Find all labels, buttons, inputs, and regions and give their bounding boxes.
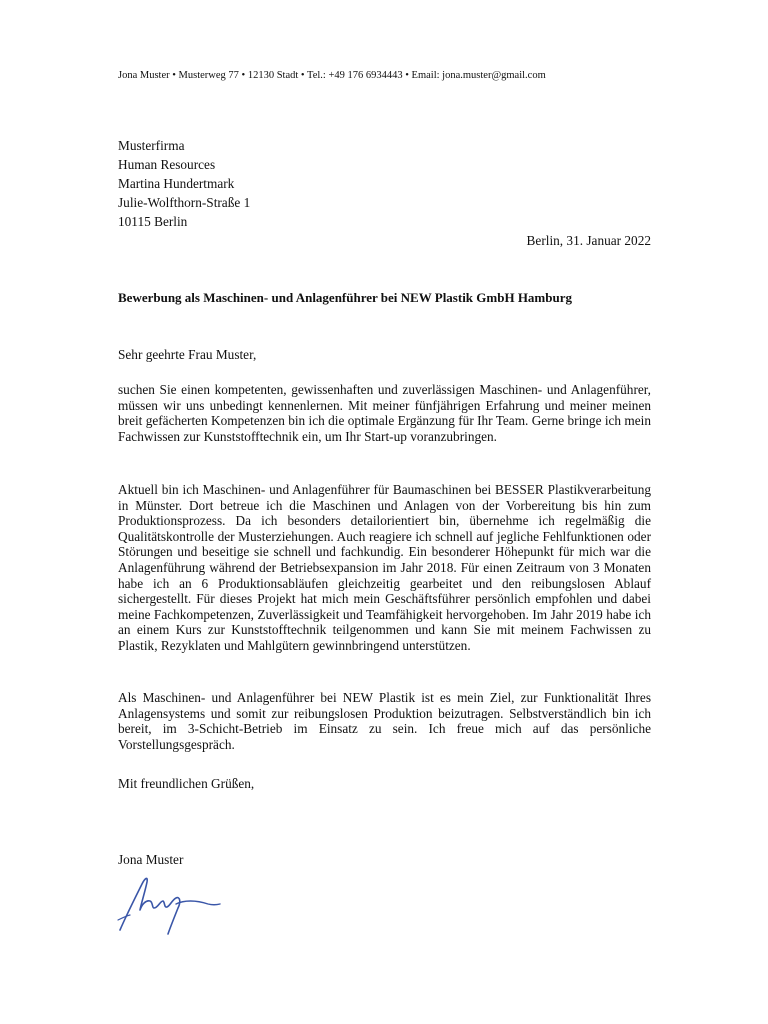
recipient-address-block — [118, 136, 418, 231]
closing-phrase: Mit freundlichen Grüßen, — [118, 776, 255, 791]
signature-stroke-main — [120, 878, 180, 934]
signature-stroke-tail — [176, 901, 220, 905]
body-paragraph-2: Aktuell bin ich Maschinen- und Anlagenführer für Baumaschinen bei BESSER Plastikverarbeitung in Münster. Dort betreue ich die Maschinen und Anlagen von der Vorbereitung bis hin zum Produktionsprozess. Da ich besonders detailorientiert bin, übernehme ich regelmäßig die Qualitätskontrolle der Musterziehungen. Auch reagiere ich schnell auf jegliche Fehlfunktionen oder Störungen und beseitige sie schnell und fachkundig. Ein besonderer Höhepunkt für mich war die Anlagenführung während der Betriebsexpansion im Jahr 2018. Für einen Zeitraum von 3 Monaten habe ich an 6 Produktionsabläufen gleichzeitig gearbeitet und den reibungslosen Ablauf sichergestellt. Für dieses Projekt hat mich mein Geschäftsführer persönlich empfohlen und dabei meine Fachkompetenzen, Zuverlässigkeit und Teamfähigkeit hervorgehoben. Im Jahr 2019 habe ich an einem Kurs zur Kunststofftechnik teilgenommen und kann Sie mit meinem Fachwissen zu Plastik, Rezyklaten und Mahlgütern gewinnbringend unterstützen. — [118, 482, 651, 653]
recipient-department: Human Resources — [118, 157, 216, 172]
recipient-city: 10115 Berlin — [118, 214, 188, 229]
body-paragraph-1: suchen Sie einen kompetenten, gewissenhaften und zuverlässigen Maschinen- und Anlagenführer, müssen wir uns unbedingt kennenlernen. Mit meiner fünfjährigen Erfahrung und meiner meinen breit gefächerten Kompetenzen bin ich die optimale Ergänzung für Ihr Team. Gerne bringe ich mein Fachwissen zur Kunststofftechnik ein, um Ihr Start-up voranzubringen. — [118, 382, 651, 444]
signer-name: Jona Muster — [118, 852, 184, 867]
salutation: Sehr geehrte Frau Muster, — [118, 347, 257, 362]
sender-address-line: Jona Muster • Musterweg 77 • 12130 Stadt • Tel.: +49 176 6934443 • Email: jona.muster@gmail.com — [118, 70, 546, 81]
subject-line: Bewerbung als Maschinen- und Anlagenführer bei NEW Plastik GmbH Hamburg — [118, 290, 572, 305]
letter-date: Berlin, 31. Januar 2022 — [526, 233, 651, 248]
recipient-company: Musterfirma — [118, 138, 185, 153]
body-paragraph-3: Als Maschinen- und Anlagenführer bei NEW Plastik ist es mein Ziel, zur Funktionalität Ihres Anlagensystems und somit zur reibungslosen Produktion beizutragen. Selbstverständlich bin ich bereit, im 3-Schicht-Betrieb im Einsatz zu sein. Ich freue mich auf das persönliche Vorstellungsgespräch. — [118, 690, 651, 752]
recipient-name: Martina Hundertmark — [118, 176, 235, 191]
recipient-street: Julie-Wolfthorn-Straße 1 — [118, 195, 251, 210]
handwritten-signature — [112, 870, 232, 938]
